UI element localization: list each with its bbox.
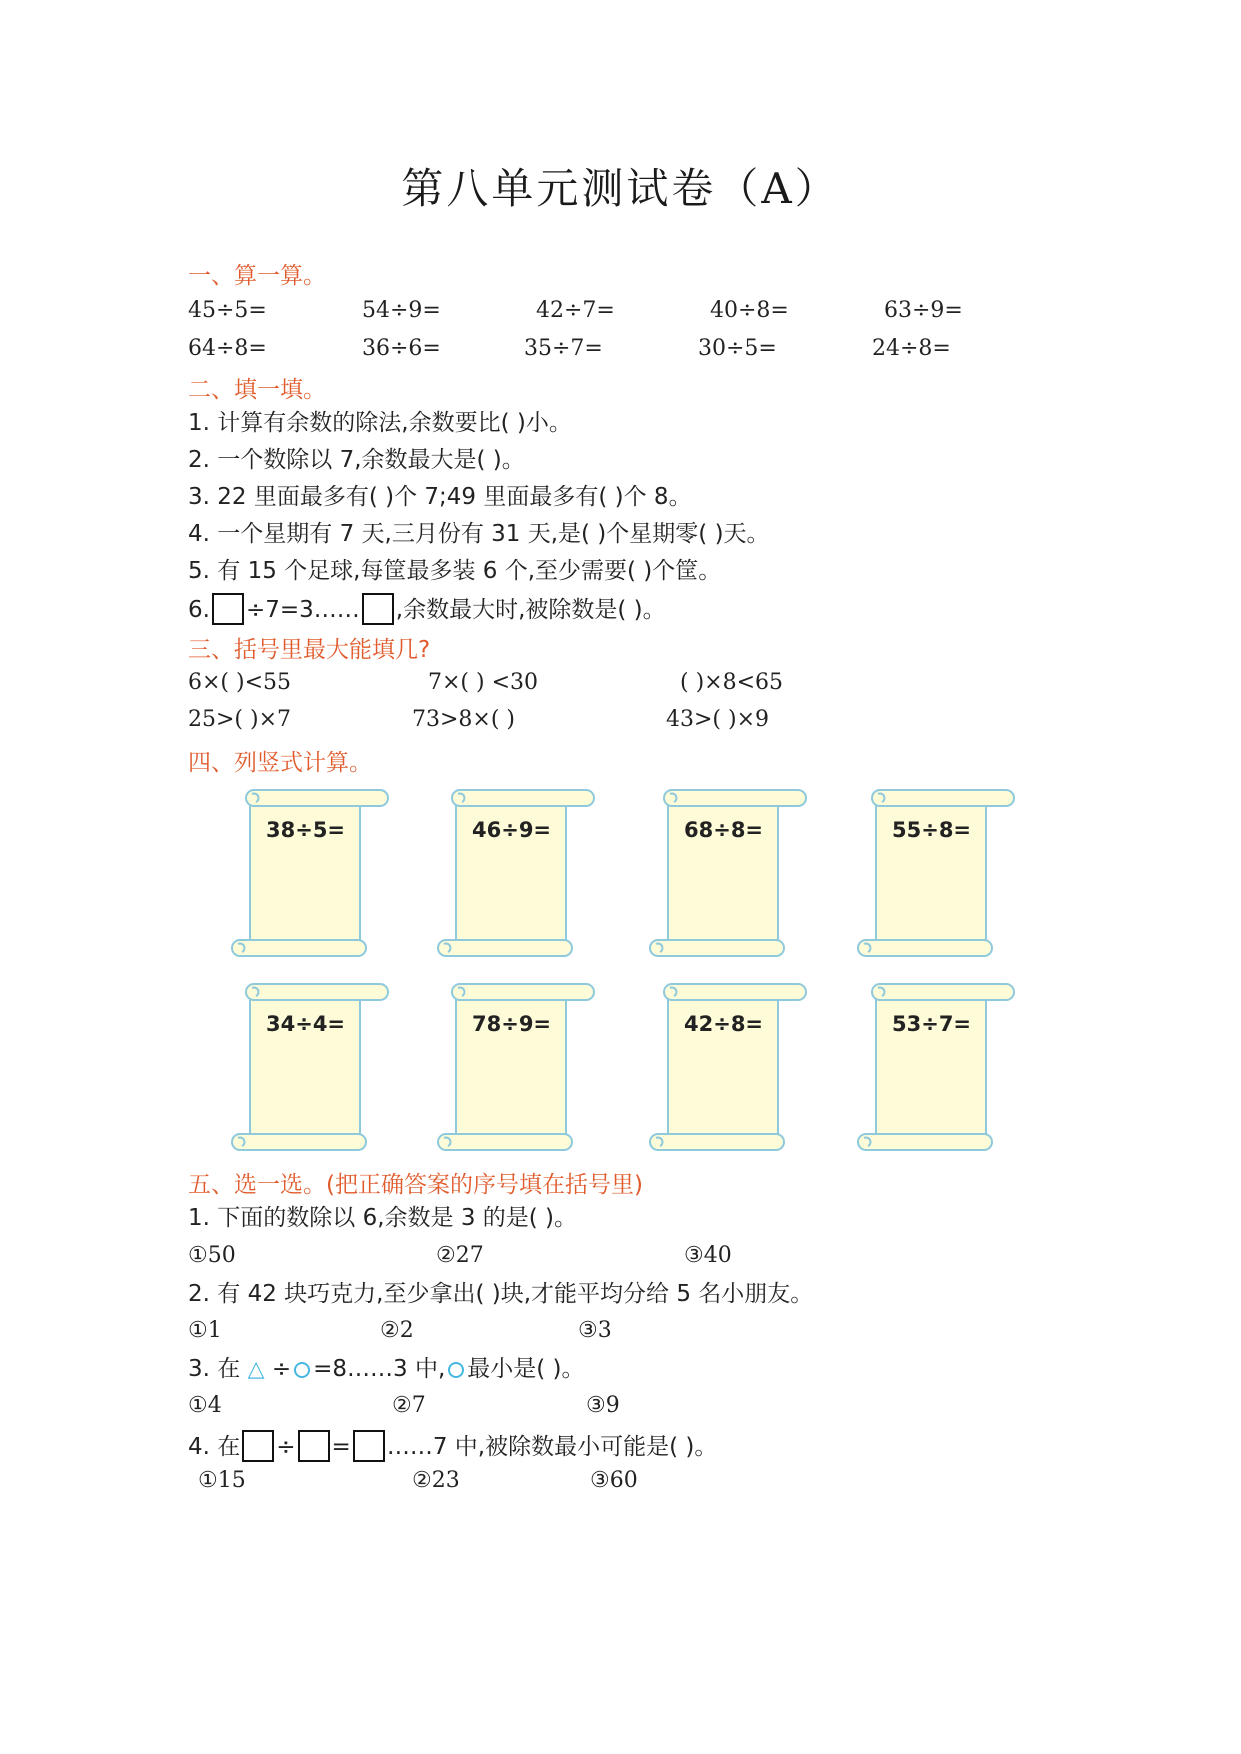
scroll-card bbox=[856, 788, 1016, 958]
vertical-calc-expression: 78÷9= bbox=[472, 1012, 552, 1036]
scroll-card bbox=[436, 982, 596, 1152]
blank-box[interactable] bbox=[242, 1430, 274, 1462]
q4-div: ÷ bbox=[276, 1434, 296, 1460]
option: ③9 bbox=[586, 1393, 620, 1418]
calc-item: 35÷7= bbox=[524, 336, 603, 361]
option: ③40 bbox=[684, 1243, 732, 1268]
option: ③60 bbox=[590, 1468, 638, 1493]
option: ①15 bbox=[198, 1468, 246, 1493]
fill-question-6 bbox=[188, 593, 666, 625]
q3-div: ÷ bbox=[271, 1356, 292, 1382]
section-3-heading: 三、括号里最大能填几? bbox=[188, 637, 431, 663]
fill-question-1: 1. 计算有余数的除法,余数要比( )小。 bbox=[188, 410, 572, 436]
scroll-shape bbox=[856, 788, 1016, 958]
scroll-shape bbox=[436, 788, 596, 958]
section-4-heading: 四、列竖式计算。 bbox=[188, 750, 372, 776]
q3-middle: =8……3 中, bbox=[313, 1356, 446, 1382]
vertical-calc-expression: 42÷8= bbox=[684, 1012, 764, 1036]
calc-item: 36÷6= bbox=[362, 336, 441, 361]
q4-prefix: 4. 在 bbox=[188, 1434, 241, 1460]
fill-question-5: 5. 有 15 个足球,每筐最多装 6 个,至少需要( )个筐。 bbox=[188, 558, 722, 584]
calc-item: 24÷8= bbox=[872, 336, 951, 361]
section-1-heading: 一、算一算。 bbox=[188, 263, 326, 289]
vertical-calc-expression: 68÷8= bbox=[684, 818, 764, 842]
choose-question-2: 2. 有 42 块巧克力,至少拿出( )块,才能平均分给 5 名小朋友。 bbox=[188, 1281, 814, 1307]
calc-item: 54÷9= bbox=[362, 298, 441, 323]
q6-divisor: ÷7=3…… bbox=[245, 597, 360, 623]
vertical-calc-expression: 38÷5= bbox=[266, 818, 346, 842]
calc-item: 30÷5= bbox=[698, 336, 777, 361]
scroll-shape bbox=[230, 982, 390, 1152]
choose-question-1: 1. 下面的数除以 6,余数是 3 的是( )。 bbox=[188, 1205, 578, 1231]
choose-question-4 bbox=[188, 1430, 717, 1462]
calc-item: 40÷8= bbox=[710, 298, 789, 323]
option: ①50 bbox=[188, 1243, 236, 1268]
triangle-icon: △ bbox=[247, 1357, 265, 1382]
q4-eq: = bbox=[331, 1434, 351, 1460]
bracket-item: ( )×8<65 bbox=[680, 670, 784, 695]
option: ③3 bbox=[578, 1318, 612, 1343]
scroll-card bbox=[230, 788, 390, 958]
bracket-item: 6×( )<55 bbox=[188, 670, 292, 695]
blank-box[interactable] bbox=[212, 593, 244, 625]
blank-box[interactable] bbox=[353, 1430, 385, 1462]
circle-icon bbox=[294, 1362, 310, 1378]
option: ②2 bbox=[380, 1318, 414, 1343]
scroll-shape bbox=[856, 982, 1016, 1152]
fill-question-3: 3. 22 里面最多有( )个 7;49 里面最多有( )个 8。 bbox=[188, 484, 692, 510]
blank-box[interactable] bbox=[298, 1430, 330, 1462]
q6-tail: ,余数最大时,被除数是( )。 bbox=[395, 597, 666, 623]
scroll-shape bbox=[230, 788, 390, 958]
calc-item: 45÷5= bbox=[188, 298, 267, 323]
page-title: 第八单元测试卷（A） bbox=[401, 164, 840, 213]
option: ②23 bbox=[412, 1468, 460, 1493]
option: ①4 bbox=[188, 1393, 222, 1418]
calc-item: 64÷8= bbox=[188, 336, 267, 361]
fill-question-4: 4. 一个星期有 7 天,三月份有 31 天,是( )个星期零( )天。 bbox=[188, 521, 770, 547]
section-5-heading: 五、选一选。(把正确答案的序号填在括号里) bbox=[188, 1172, 643, 1198]
scroll-shape bbox=[648, 982, 808, 1152]
circle-icon bbox=[448, 1362, 464, 1378]
option: ②27 bbox=[436, 1243, 484, 1268]
vertical-calc-expression: 46÷9= bbox=[472, 818, 552, 842]
scroll-card bbox=[648, 982, 808, 1152]
calc-item: 63÷9= bbox=[884, 298, 963, 323]
bracket-item: 7×( ) <30 bbox=[428, 670, 539, 695]
q6-number: 6. bbox=[188, 597, 210, 623]
vertical-calc-expression: 55÷8= bbox=[892, 818, 972, 842]
section-2-heading: 二、填一填。 bbox=[188, 377, 326, 403]
q3-prefix: 3. 在 bbox=[188, 1356, 241, 1382]
scroll-card bbox=[856, 982, 1016, 1152]
scroll-card bbox=[230, 982, 390, 1152]
calc-item: 42÷7= bbox=[536, 298, 615, 323]
choose-question-3 bbox=[188, 1354, 585, 1385]
scroll-card bbox=[436, 788, 596, 958]
q3-tail: 最小是( )。 bbox=[467, 1356, 585, 1382]
bracket-item: 43>( )×9 bbox=[666, 707, 770, 732]
blank-box[interactable] bbox=[362, 593, 394, 625]
bracket-item: 73>8×( ) bbox=[412, 707, 516, 732]
fill-question-2: 2. 一个数除以 7,余数最大是( )。 bbox=[188, 447, 525, 473]
scroll-shape bbox=[648, 788, 808, 958]
scroll-card bbox=[648, 788, 808, 958]
option: ①1 bbox=[188, 1318, 222, 1343]
q4-tail: ……7 中,被除数最小可能是( )。 bbox=[386, 1434, 718, 1460]
vertical-calc-expression: 34÷4= bbox=[266, 1012, 346, 1036]
vertical-calc-expression: 53÷7= bbox=[892, 1012, 972, 1036]
scroll-shape bbox=[436, 982, 596, 1152]
bracket-item: 25>( )×7 bbox=[188, 707, 292, 732]
option: ②7 bbox=[392, 1393, 426, 1418]
